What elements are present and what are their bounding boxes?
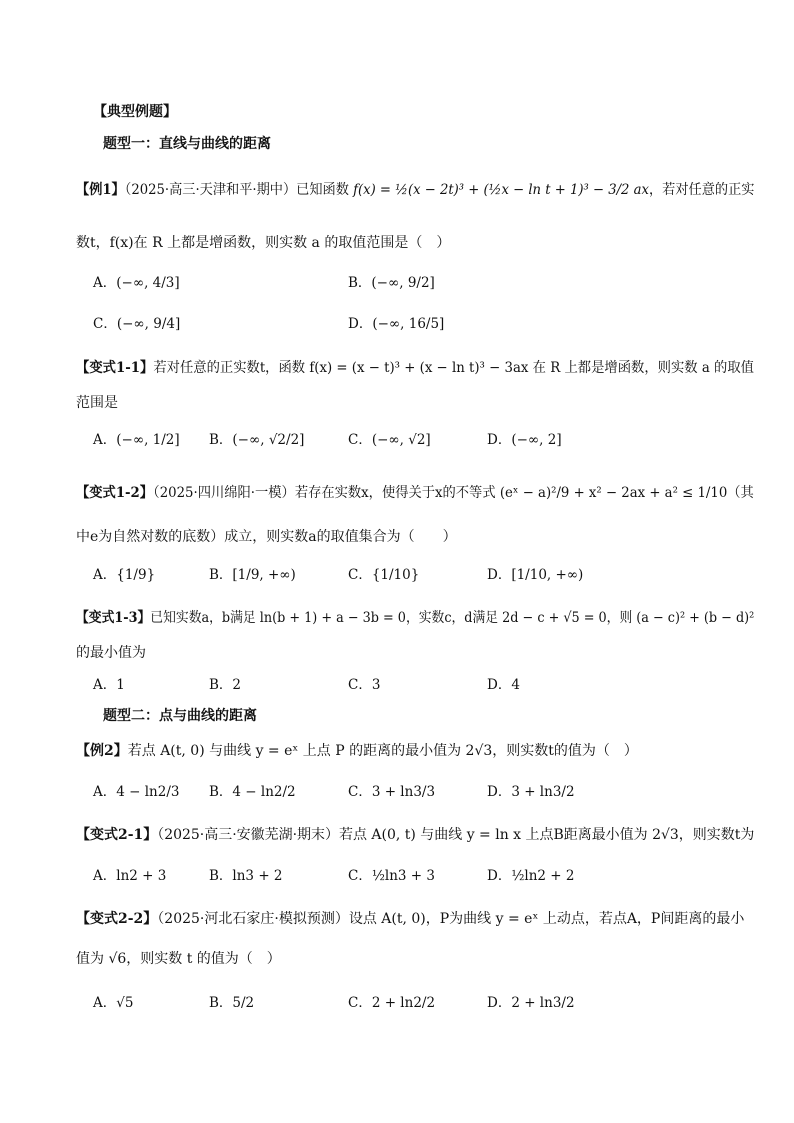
v21-option-b: B．ln3 + 2 <box>209 868 283 884</box>
ex1-line2: 数t，f(x)在 R 上都是增函数，则实数 a 的取值范围是（ ） <box>76 235 451 251</box>
v13-line1 <box>76 608 754 628</box>
v12-option-b: B．[1/9, +∞) <box>209 567 296 583</box>
v11-option-c: C．(−∞, √2] <box>348 432 431 448</box>
v13-option-d: D．4 <box>487 677 520 693</box>
v12-option-c: C．{1/10} <box>348 567 420 583</box>
v11-line2: 范围是 <box>76 395 118 411</box>
v13-option-c: C．3 <box>348 677 381 693</box>
v12-stem: 若存在实数x，使得关于x的不等式 (eˣ − a)²/9 + x² − 2ax + a² ≤ 1/10（其 <box>294 485 754 501</box>
ex2-label: 【例2】 <box>76 743 128 759</box>
ex1-source: （2025·高三·天津和平·期中） <box>124 182 297 198</box>
type2-title: 题型二：点与曲线的距离 <box>103 708 257 724</box>
v21-option-a: A．ln2 + 3 <box>93 868 167 884</box>
v21-option-c: C．½ln3 + 3 <box>348 868 435 884</box>
ex2-line1 <box>76 741 638 761</box>
v12-option-d: D．[1/10, +∞) <box>487 567 584 583</box>
v13-line2: 的最小值为 <box>76 645 146 661</box>
v21-source: （2025·高三·安徽芜湖·期末） <box>157 827 340 843</box>
v21-line1 <box>76 825 754 845</box>
v11-line1 <box>76 358 754 378</box>
v12-line1 <box>76 483 754 503</box>
section-header: 【典型例题】 <box>93 104 177 120</box>
v22-label: 【变式2-2】 <box>76 911 158 927</box>
v11-label: 【变式1-1】 <box>76 360 154 376</box>
ex1-stem-a: 已知函数 <box>296 182 349 198</box>
ex1-formula: f(x) = ½(x − 2t)³ + (½x − ln t + 1)³ − 3/2 ax <box>353 182 649 198</box>
v13-label: 【变式1-3】 <box>76 610 151 626</box>
v21-stem: 若点 A(0, t) 与曲线 y = ln x 上点B距离最小值为 2√3，则实数t为 <box>339 827 755 843</box>
ex1-option-a: A．(−∞, 4/3] <box>93 275 180 291</box>
v22-option-a: A．√5 <box>93 995 134 1011</box>
ex1-option-c: C．(−∞, 9/4] <box>93 316 181 332</box>
ex2-stem: 若点 A(t, 0) 与曲线 y = eˣ 上点 P 的距离的最小值为 2√3，则实数t的值为（ ） <box>127 743 638 759</box>
v22-source: （2025·河北石家庄·模拟预测） <box>157 911 349 927</box>
ex1-label: 【例1】 <box>76 182 125 198</box>
v21-option-d: D．½ln2 + 2 <box>487 868 575 884</box>
v13-option-a: A．1 <box>93 677 125 693</box>
v13-option-b: B．2 <box>209 677 242 693</box>
ex1-line1 <box>76 180 754 200</box>
ex2-option-c: C．3 + ln3/3 <box>348 784 436 800</box>
v21-label: 【变式2-1】 <box>76 827 158 843</box>
ex2-option-b: B．4 − ln2/2 <box>209 784 296 800</box>
ex2-option-d: D．3 + ln3/2 <box>487 784 575 800</box>
v22-option-c: C．2 + ln2/2 <box>348 995 436 1011</box>
ex1-option-d: D．(−∞, 16/5] <box>348 316 445 332</box>
ex1-stem-b: ，若对任意的正实 <box>648 182 755 198</box>
v22-line1 <box>76 909 744 929</box>
v22-line2: 值为 √6，则实数 t 的值为（ ） <box>76 951 281 967</box>
ex1-option-b: B．(−∞, 9/2] <box>348 275 435 291</box>
v13-stem: 已知实数a，b满足 ln(b + 1) + a − 3b = 0，实数c，d满足 2d − c + √5 = 0，则 (a − c)² + (b − d)² <box>150 610 755 626</box>
v22-stem: 设点 A(t, 0)，P为曲线 y = eˣ 上动点，若点A，P间距离的最小 <box>348 911 745 927</box>
v12-option-a: A．{1/9} <box>93 567 156 583</box>
v11-stem: 若对任意的正实数t，函数 f(x) = (x − t)³ + (x − ln t)³ − 3ax 在 R 上都是增函数，则实数 a 的取值 <box>153 360 754 376</box>
v22-option-b: B．5/2 <box>209 995 255 1011</box>
v11-option-b: B．(−∞, √2/2] <box>209 432 305 448</box>
v12-label: 【变式1-2】 <box>76 485 154 501</box>
v11-option-d: D．(−∞, 2] <box>487 432 562 448</box>
type1-title: 题型一：直线与曲线的距离 <box>103 136 271 152</box>
v11-option-a: A．(−∞, 1/2] <box>93 432 180 448</box>
ex2-option-a: A．4 − ln2/3 <box>93 784 180 800</box>
v22-option-d: D．2 + ln3/2 <box>487 995 575 1011</box>
v12-source: （2025·四川绵阳·一模） <box>153 485 295 501</box>
v12-line2: 中e为自然对数的底数）成立，则实数a的取值集合为（ ） <box>76 529 457 545</box>
